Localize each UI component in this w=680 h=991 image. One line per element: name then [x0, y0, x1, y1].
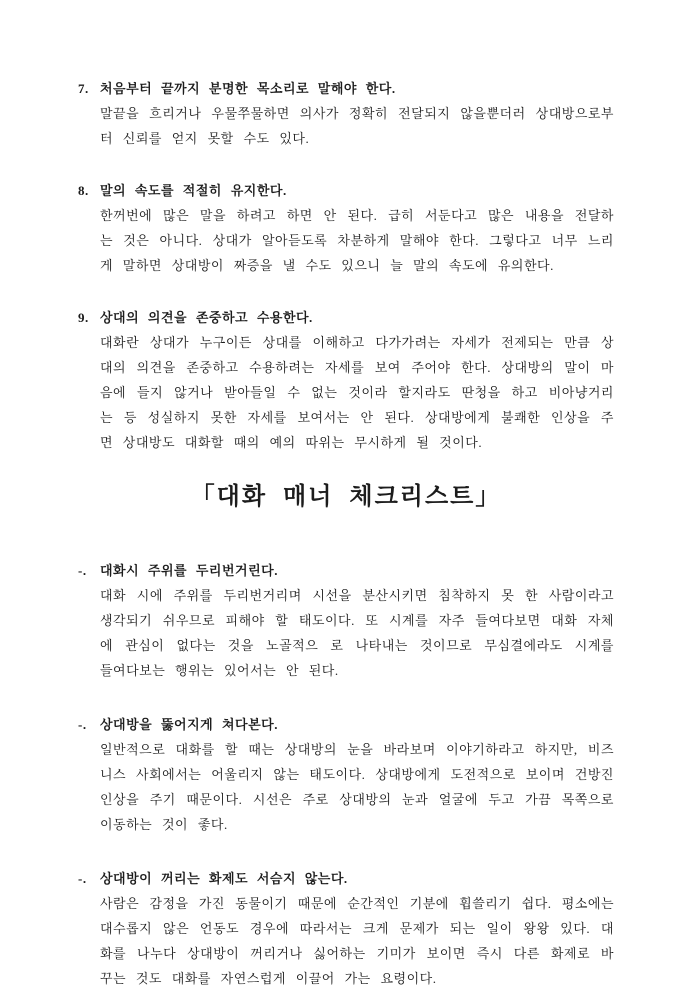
section-number: 9.: [78, 310, 89, 325]
checklist-item-body: 사람은 감정을 가진 동물이기 때문에 순간적인 기분에 휩쓸리기 쉽다. 평소에는 대수롭지 않은 언동도 경우에 따라서는 크게 문제가 되는 일이 왕왕 있다. 대화를 나누다 상대방이 꺼리거나 싫어하는 기미가 보이면 즉시 다른 화제로 바꾸는 것도 대화를 자연스럽게 이끌어 가는 요령이다.: [100, 896, 614, 986]
section-body: 한꺼번에 많은 말을 하려고 하면 안 된다. 급히 서둔다고 많은 내용을 전달하는 것은 아니다. 상대가 알아듣도록 차분하게 말해야 한다. 그렇다고 너무 느리게 말하면 상대방이 짜증을 낼 수도 있으니 늘 말의 속도에 유의한다.: [100, 208, 614, 273]
checklist-item-marker: -.: [78, 717, 87, 732]
numbered-section-7: [78, 76, 614, 151]
checklist-item-marker: -.: [78, 563, 87, 578]
checklist-item-body: 일반적으로 대화를 할 때는 상대방의 눈을 바라보며 이야기하라고 하지만, 비즈니스 사회에서는 어울리지 않는 태도이다. 상대방에게 도전적으로 보이며 건방진 인상을 주기 때문이다. 시선은 주로 상대방의 눈과 얼굴에 두고 가끔 목쪽으로 이동하는 것이 좋다.: [100, 742, 614, 832]
checklist-item-looking-around: [78, 558, 614, 683]
section-heading: [78, 178, 614, 203]
numbered-section-9: [78, 305, 614, 455]
checklist-title: 「대화 매너 체크리스트」: [190, 484, 502, 510]
checklist-item-heading: [78, 558, 614, 583]
section-heading: [78, 305, 614, 330]
section-number: 8.: [78, 183, 89, 198]
checklist-item-heading: [78, 866, 614, 891]
checklist-item-body: 대화 시에 주위를 두리번거리며 시선을 분산시키면 침착하지 못 한 사람이라고 생각되기 쉬우므로 피해야 할 태도이다. 또 시계를 자주 들여다보면 대화 자체에 관심이 없다는 것을 노골적으 로 나타내는 것이므로 무심결에라도 시계를 들여다보는 행위는 있어서는 안 된다.: [100, 588, 614, 678]
numbered-section-8: [78, 178, 614, 278]
checklist-item-title: 상대방을 뚫어지게 쳐다본다.: [100, 717, 278, 732]
section-heading: [78, 76, 614, 101]
section-title: 처음부터 끝까지 분명한 목소리로 말해야 한다.: [100, 81, 396, 96]
section-title: 상대의 의견을 존중하고 수용한다.: [100, 310, 313, 325]
section-title: 말의 속도를 적절히 유지한다.: [100, 183, 287, 198]
checklist-item-staring: [78, 712, 614, 837]
checklist-item-heading: [78, 712, 614, 737]
checklist-item-marker: -.: [78, 871, 87, 886]
section-number: 7.: [78, 81, 89, 96]
checklist-item-title: 대화시 주위를 두리번거린다.: [100, 563, 278, 578]
section-body: 말끝을 흐리거나 우물쭈물하면 의사가 정확히 전달되지 않을뿐더러 상대방으로부터 신뢰를 얻지 못할 수도 있다.: [100, 106, 614, 146]
checklist-item-title: 상대방이 꺼리는 화제도 서슴지 않는다.: [100, 871, 348, 886]
checklist-item-avoided-topics: [78, 866, 614, 991]
section-body: 대화란 상대가 누구이든 상대를 이해하고 다가가려는 자세가 전제되는 만큼 상대의 의견을 존중하고 수용하려는 자세를 보여 주어야 한다. 상대방의 말이 마음에 들지 않거나 받아들일 수 없는 것이라 할지라도 딴청을 하고 비아냥거리는 등 성실하지 못한 자세를 보여서는 안 된다. 상대방에게 불쾌한 인상을 주면 상대방도 대화할 때의 예의 따위는 무시하게 될 것이다.: [100, 335, 614, 450]
